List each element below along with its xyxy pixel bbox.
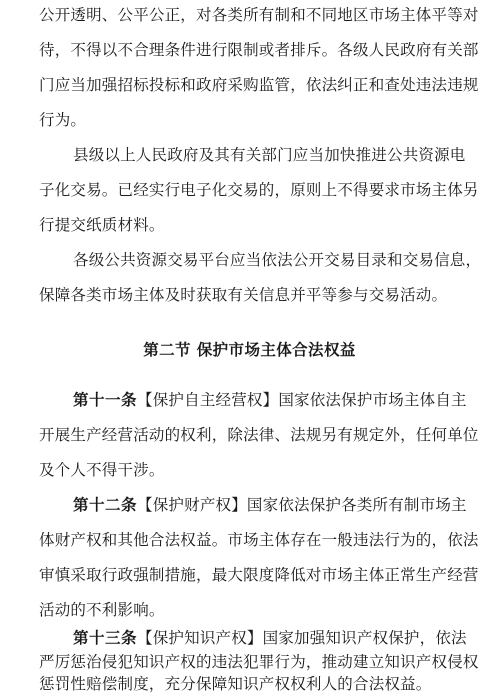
article-text: 【保护自主经营权】国家依法保护市场主体自主 [137, 391, 467, 409]
text-line: 开展生产经营活动的权利，除法律、法规另有规定外，任何单位 [39, 426, 479, 444]
text-line: 及个人不得干涉。 [39, 461, 165, 479]
article-text: 【保护财产权】国家依法保护各类所有制市场主 [137, 496, 467, 514]
article-number: 第十二条 [73, 496, 138, 514]
article-13-line [73, 628, 467, 648]
section-heading: 第二节 保护市场主体合法权益 [143, 340, 356, 359]
text-line: 待，不得以不合理条件进行限制或者排斥。各级人民政府有关部 [39, 41, 479, 59]
text-line: 体财产权和其他合法权益。市场主体存在一般违法行为的，依法 [39, 531, 479, 549]
text-line: 保障各类市场主体及时获取有关信息并平等参与交易活动。 [39, 286, 448, 304]
text-line: 门应当加强招标投标和政府采购监管，依法纠正和查处违法违规 [39, 76, 479, 94]
text-line: 严厉惩治侵犯知识产权的违法犯罪行为，推动建立知识产权侵权 [39, 653, 479, 671]
text-line: 审慎采取行政强制措施，最大限度降低对市场主体正常生产经营 [39, 566, 479, 584]
text-line: 各级公共资源交易平台应当依法公开交易目录和交易信息， [73, 251, 482, 269]
text-line: 活动的不利影响。 [39, 601, 165, 619]
text-line: 公开透明、公平公正，对各类所有制和不同地区市场主体平等对 [39, 6, 479, 24]
article-number: 第十一条 [73, 391, 138, 409]
text-line: 行提交纸质材料。 [39, 216, 165, 234]
article-12-line [73, 495, 467, 515]
article-number: 第十三条 [73, 629, 138, 647]
text-line: 惩罚性赔偿制度，充分保障知识产权权利人的合法权益。 [39, 675, 432, 693]
text-line: 县级以上人民政府及其有关部门应当加快推进公共资源电 [73, 146, 466, 164]
text-line: 子化交易。已经实行电子化交易的，原则上不得要求市场主体另 [39, 181, 479, 199]
article-11-line [73, 390, 467, 410]
article-text: 【保护知识产权】国家加强知识产权保护，依法 [137, 629, 467, 647]
text-line: 行为。 [39, 111, 87, 129]
